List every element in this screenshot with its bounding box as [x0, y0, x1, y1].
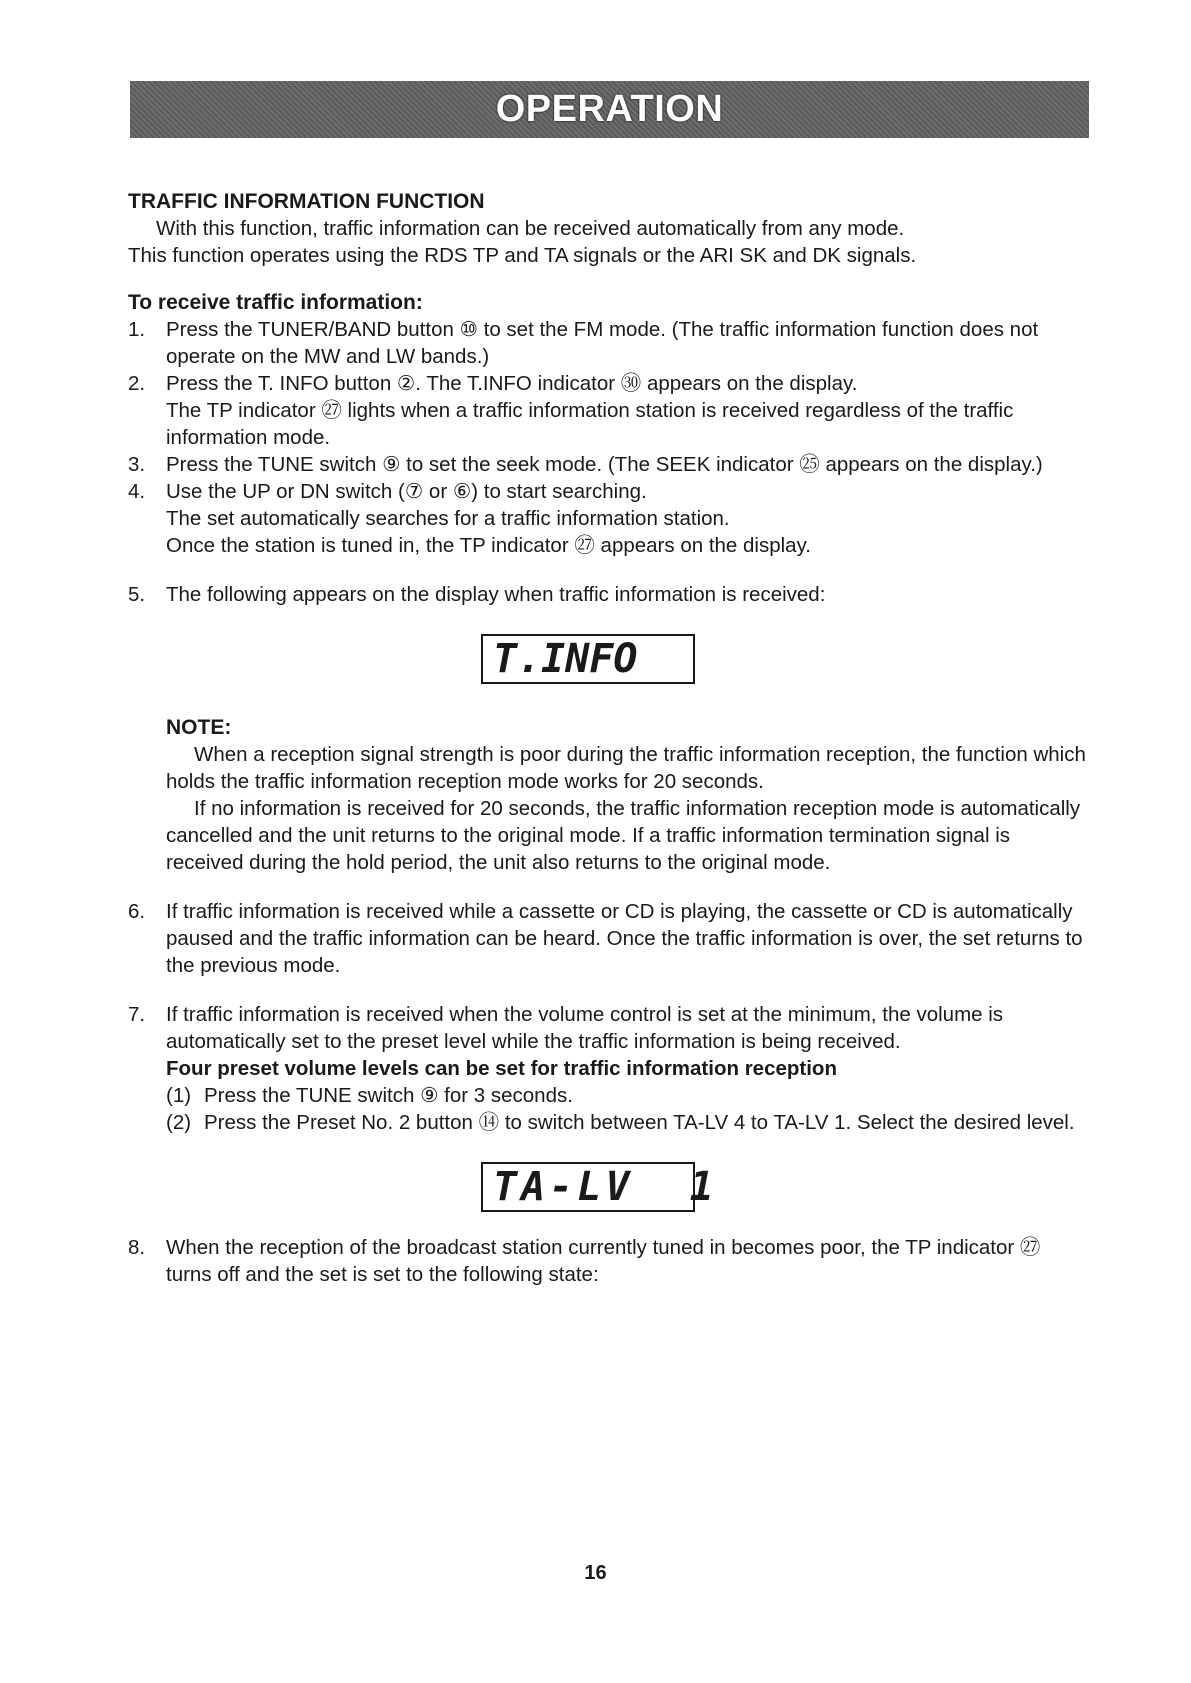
header-banner — [130, 81, 1089, 138]
step-number: 6. — [128, 900, 146, 923]
step-8 — [128, 1234, 1088, 1288]
step-text: Once the station is tuned in, the TP indicator ㉗ appears on the display. — [166, 534, 811, 557]
step-text: The TP indicator ㉗ lights when a traffic information station is received regardless of the traffic information mode. — [166, 399, 1014, 449]
intro-line-2: This function operates using the RDS TP and TA signals or the ARI SK and DK signals. — [128, 244, 917, 267]
step-text: When the reception of the broadcast station currently tuned in becomes poor, the TP indicator ㉗ turns off and the set is set to the following state: — [166, 1236, 1041, 1286]
note-block — [166, 714, 1088, 876]
step-text: Press the TUNER/BAND button ⑩ to set the FM mode. (The traffic information function does not operate on the MW and LW bands.) — [166, 318, 1039, 368]
step-text: If traffic information is received when the volume control is set at the minimum, the volume is automatically set to the preset level while the traffic information is being received. — [166, 1003, 1004, 1053]
display-tinfo-wrap — [128, 608, 1088, 684]
step-text: If traffic information is received while a cassette or CD is playing, the cassette or CD is automatically paused and the traffic information can be heard. Once the traffic information is over, the set returns to the previous mode. — [166, 900, 1083, 977]
step-number: 4. — [128, 480, 146, 503]
display-talv-wrap — [128, 1136, 1088, 1212]
step-number: 8. — [128, 1236, 146, 1259]
note-paragraph-1: When a reception signal strength is poor during the traffic information reception, the function which holds the traffic information reception mode works for 20 seconds. — [166, 743, 1086, 793]
steps-list — [128, 316, 1088, 608]
sub-step-text: Press the TUNE switch ⑨ for 3 seconds. — [204, 1084, 573, 1107]
step-text: The following appears on the display when traffic information is received: — [166, 583, 826, 606]
step-6 — [128, 898, 1088, 979]
step-text: Use the UP or DN switch (⑦ or ⑥) to start searching. — [166, 480, 647, 503]
intro-line-1: With this function, traffic information can be received automatically from any mode. — [156, 217, 905, 240]
lcd-display-talv: TA-LV 1 — [481, 1162, 695, 1212]
lcd-display-tinfo: T.INFO — [481, 634, 695, 684]
step-number: 7. — [128, 1003, 146, 1026]
step-3 — [128, 451, 1088, 478]
step-number: 2. — [128, 372, 146, 395]
sub-step-1 — [166, 1082, 1088, 1109]
step-number: 3. — [128, 453, 146, 476]
page-title: OPERATION — [495, 88, 724, 130]
page-number: 16 — [584, 1562, 607, 1584]
step-7 — [128, 1001, 1088, 1136]
step-text: The set automatically searches for a traffic information station. — [166, 507, 730, 530]
receive-title: To receive traffic information: — [128, 291, 423, 314]
step-2 — [128, 370, 1088, 451]
step-5 — [128, 581, 1088, 608]
step-number: 1. — [128, 318, 146, 341]
note-paragraph-2: If no information is received for 20 seconds, the traffic information reception mode is automatically cancelled and the unit returns to the original mode. If a traffic information termination signal is received during the hold period, the unit also returns to the original mode. — [166, 797, 1081, 874]
step-1 — [128, 316, 1088, 370]
document-body — [128, 188, 1088, 1288]
sub-step-number: (2) — [166, 1111, 192, 1134]
section-title: TRAFFIC INFORMATION FUNCTION — [128, 190, 485, 213]
preset-volume-heading: Four preset volume levels can be set for traffic information reception — [166, 1057, 837, 1080]
sub-step-number: (1) — [166, 1084, 192, 1107]
step-4 — [128, 478, 1088, 559]
step-text: Press the TUNE switch ⑨ to set the seek mode. (The SEEK indicator ㉕ appears on the display.) — [166, 453, 1043, 476]
note-title: NOTE: — [166, 716, 232, 739]
sub-step-2 — [166, 1109, 1088, 1136]
step-text: Press the T. INFO button ②. The T.INFO indicator ㉚ appears on the display. — [166, 372, 858, 395]
sub-step-text: Press the Preset No. 2 button ⑭ to switch between TA-LV 4 to TA-LV 1. Select the desired level. — [204, 1111, 1075, 1134]
step-number: 5. — [128, 583, 146, 606]
